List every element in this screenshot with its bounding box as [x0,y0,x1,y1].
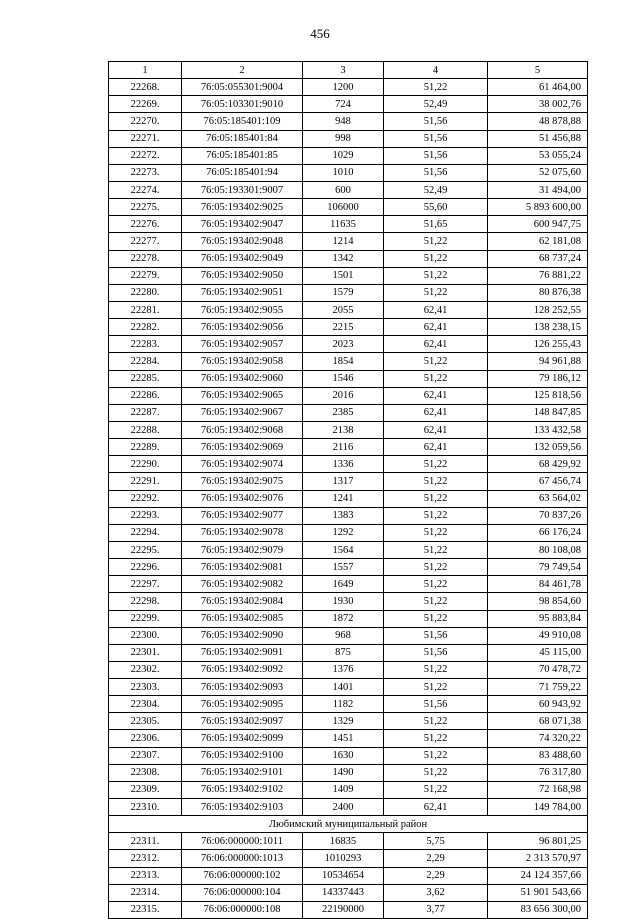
cadastral-value: 132 059,56 [488,439,588,456]
area: 1292 [303,524,384,541]
area: 16835 [303,833,384,850]
cadastral-value: 70 837,26 [488,507,588,524]
row-number: 22277. [109,233,182,250]
cadastral-value: 72 168,98 [488,781,588,798]
cadastral-number: 76:05:185401:109 [182,113,303,130]
cadastral-value: 63 564,02 [488,490,588,507]
table-row [109,387,588,404]
row-number: 22313. [109,867,182,884]
specific-value: 62,41 [384,799,488,816]
cadastral-value: 76 317,80 [488,764,588,781]
cadastral-value: 60 943,92 [488,696,588,713]
cadastral-value: 68 429,92 [488,456,588,473]
column-number-2: 2 [182,62,303,79]
specific-value: 51,56 [384,644,488,661]
table-row [109,199,588,216]
row-number: 22295. [109,541,182,558]
specific-value: 62,41 [384,336,488,353]
row-number: 22286. [109,387,182,404]
specific-value: 51,22 [384,250,488,267]
table-row [109,627,588,644]
cadastral-number: 76:05:193402:9065 [182,387,303,404]
column-number-row [109,62,588,79]
cadastral-number: 76:06:000000:1013 [182,850,303,867]
specific-value: 51,22 [384,593,488,610]
area: 968 [303,627,384,644]
specific-value: 51,56 [384,696,488,713]
section-row [109,816,588,833]
table-row [109,439,588,456]
table-row [109,250,588,267]
cadastral-value: 128 252,55 [488,301,588,318]
specific-value: 51,56 [384,147,488,164]
row-number: 22279. [109,267,182,284]
cadastral-number: 76:05:193402:9060 [182,370,303,387]
cadastral-number: 76:05:193402:9079 [182,541,303,558]
cadastral-value: 2 313 570,97 [488,850,588,867]
area: 2016 [303,387,384,404]
area: 1630 [303,747,384,764]
area: 10534654 [303,867,384,884]
column-number-5: 5 [488,62,588,79]
table-row [109,284,588,301]
table-row [109,181,588,198]
cadastral-value: 79 186,12 [488,370,588,387]
specific-value: 51,22 [384,284,488,301]
row-number: 22301. [109,644,182,661]
specific-value: 51,22 [384,233,488,250]
cadastral-number: 76:06:000000:102 [182,867,303,884]
row-number: 22269. [109,96,182,113]
table-row [109,901,588,918]
area: 1182 [303,696,384,713]
row-number: 22303. [109,679,182,696]
specific-value: 51,22 [384,353,488,370]
specific-value: 51,22 [384,507,488,524]
table-body [109,62,588,919]
table-row [109,679,588,696]
table-row [109,764,588,781]
specific-value: 51,22 [384,79,488,96]
cadastral-number: 76:05:193402:9085 [182,610,303,627]
table-row [109,696,588,713]
table-row [109,781,588,798]
area: 2116 [303,439,384,456]
cadastral-value: 24 124 357,66 [488,867,588,884]
area: 1329 [303,713,384,730]
row-number: 22292. [109,490,182,507]
row-number: 22299. [109,610,182,627]
table-row [109,833,588,850]
row-number: 22300. [109,627,182,644]
row-number: 22272. [109,147,182,164]
area: 1010293 [303,850,384,867]
specific-value: 3,62 [384,884,488,901]
specific-value: 52,49 [384,181,488,198]
area: 1854 [303,353,384,370]
area: 2055 [303,301,384,318]
cadastral-number: 76:05:193402:9057 [182,336,303,353]
row-number: 22285. [109,370,182,387]
cadastral-value: 79 749,54 [488,559,588,576]
specific-value: 51,22 [384,661,488,678]
area: 948 [303,113,384,130]
row-number: 22293. [109,507,182,524]
cadastral-value: 53 055,24 [488,147,588,164]
cadastral-value: 68 071,38 [488,713,588,730]
cadastral-value: 80 108,08 [488,541,588,558]
row-number: 22304. [109,696,182,713]
row-number: 22274. [109,181,182,198]
cadastral-number: 76:05:193402:9092 [182,661,303,678]
area: 1317 [303,473,384,490]
column-number-1: 1 [109,62,182,79]
specific-value: 51,22 [384,610,488,627]
cadastral-value: 96 801,25 [488,833,588,850]
row-number: 22309. [109,781,182,798]
row-number: 22271. [109,130,182,147]
specific-value: 51,22 [384,781,488,798]
cadastral-number: 76:05:193402:9050 [182,267,303,284]
area: 2385 [303,404,384,421]
cadastral-number: 76:05:185401:84 [182,130,303,147]
specific-value: 62,41 [384,404,488,421]
specific-value: 5,75 [384,833,488,850]
row-number: 22307. [109,747,182,764]
specific-value: 51,22 [384,456,488,473]
table-row [109,336,588,353]
specific-value: 51,56 [384,164,488,181]
cadastral-value: 94 961,88 [488,353,588,370]
area: 1546 [303,370,384,387]
specific-value: 62,41 [384,421,488,438]
row-number: 22310. [109,799,182,816]
specific-value: 3,77 [384,901,488,918]
area: 14337443 [303,884,384,901]
specific-value: 52,49 [384,96,488,113]
cadastral-value: 31 494,00 [488,181,588,198]
specific-value: 51,22 [384,524,488,541]
cadastral-number: 76:05:055301:9004 [182,79,303,96]
table-row [109,713,588,730]
row-number: 22270. [109,113,182,130]
cadastral-number: 76:05:193402:9100 [182,747,303,764]
specific-value: 51,22 [384,473,488,490]
cadastral-value: 84 461,78 [488,576,588,593]
area: 106000 [303,199,384,216]
area: 1401 [303,679,384,696]
area: 1649 [303,576,384,593]
cadastral-number: 76:05:193402:9077 [182,507,303,524]
area: 1383 [303,507,384,524]
table-row [109,267,588,284]
cadastral-number: 76:05:193402:9099 [182,730,303,747]
cadastral-number: 76:05:193402:9048 [182,233,303,250]
row-number: 22291. [109,473,182,490]
cadastral-number: 76:05:193402:9069 [182,439,303,456]
area: 1376 [303,661,384,678]
row-number: 22294. [109,524,182,541]
cadastral-value: 138 238,15 [488,319,588,336]
specific-value: 51,22 [384,559,488,576]
cadastral-value: 70 478,72 [488,661,588,678]
table-row [109,644,588,661]
specific-value: 51,22 [384,576,488,593]
table-row [109,370,588,387]
row-number: 22287. [109,404,182,421]
cadastral-number: 76:05:193402:9068 [182,421,303,438]
specific-value: 51,22 [384,764,488,781]
area: 875 [303,644,384,661]
cadastral-value: 149 784,00 [488,799,588,816]
cadastral-number: 76:05:193402:9074 [182,456,303,473]
cadastral-value: 600 947,75 [488,216,588,233]
row-number: 22283. [109,336,182,353]
table-row [109,490,588,507]
cadastral-value: 5 893 600,00 [488,199,588,216]
row-number: 22288. [109,421,182,438]
cadastral-number: 76:05:193402:9081 [182,559,303,576]
row-number: 22290. [109,456,182,473]
area: 600 [303,181,384,198]
area: 1557 [303,559,384,576]
cadastral-number: 76:05:193402:9058 [182,353,303,370]
page-number: 456 [310,26,330,41]
cadastral-number: 76:05:193402:9067 [182,404,303,421]
table-row [109,130,588,147]
table-row [109,404,588,421]
row-number: 22268. [109,79,182,96]
row-number: 22297. [109,576,182,593]
row-number: 22273. [109,164,182,181]
area: 1214 [303,233,384,250]
area: 1409 [303,781,384,798]
table-row [109,319,588,336]
row-number: 22278. [109,250,182,267]
specific-value: 51,22 [384,490,488,507]
cadastral-number: 76:06:000000:108 [182,901,303,918]
cadastral-value: 51 901 543,66 [488,884,588,901]
cadastral-value: 133 432,58 [488,421,588,438]
table-row [109,610,588,627]
cadastral-number: 76:05:193402:9102 [182,781,303,798]
row-number: 22289. [109,439,182,456]
table-row [109,301,588,318]
specific-value: 62,41 [384,439,488,456]
area: 724 [303,96,384,113]
area: 1010 [303,164,384,181]
cadastral-number: 76:05:193402:9025 [182,199,303,216]
area: 1336 [303,456,384,473]
cadastral-value: 148 847,85 [488,404,588,421]
area: 1451 [303,730,384,747]
table-row [109,730,588,747]
specific-value: 51,56 [384,627,488,644]
row-number: 22282. [109,319,182,336]
row-number: 22275. [109,199,182,216]
cadastral-value: 74 320,22 [488,730,588,747]
table-row [109,867,588,884]
area: 1930 [303,593,384,610]
column-number-3: 3 [303,62,384,79]
cadastral-value: 66 176,24 [488,524,588,541]
specific-value: 51,22 [384,713,488,730]
cadastral-value: 125 818,56 [488,387,588,404]
row-number: 22308. [109,764,182,781]
area: 1200 [303,79,384,96]
cadastral-value: 45 115,00 [488,644,588,661]
table-row [109,79,588,96]
cadastral-number: 76:05:193402:9047 [182,216,303,233]
cadastral-number: 76:05:185401:94 [182,164,303,181]
table-row [109,216,588,233]
cadastral-number: 76:05:193402:9082 [182,576,303,593]
table-row [109,661,588,678]
section-title: Любимский муниципальный район [109,816,588,833]
cadastral-value: 83 488,60 [488,747,588,764]
area: 2215 [303,319,384,336]
cadastral-value: 62 181,08 [488,233,588,250]
table-row [109,473,588,490]
cadastral-value: 71 759,22 [488,679,588,696]
row-number: 22315. [109,901,182,918]
area: 22190000 [303,901,384,918]
specific-value: 51,56 [384,113,488,130]
cadastral-value-table [108,61,588,919]
cadastral-number: 76:05:193301:9007 [182,181,303,198]
cadastral-value: 38 002,76 [488,96,588,113]
table-row [109,96,588,113]
area: 1342 [303,250,384,267]
cadastral-value: 80 876,38 [488,284,588,301]
table-row [109,884,588,901]
cadastral-number: 76:05:193402:9097 [182,713,303,730]
table-row [109,576,588,593]
table-row [109,421,588,438]
specific-value: 51,22 [384,541,488,558]
table-row [109,799,588,816]
cadastral-number: 76:05:193402:9049 [182,250,303,267]
cadastral-number: 76:05:193402:9084 [182,593,303,610]
row-number: 22296. [109,559,182,576]
table-row [109,164,588,181]
specific-value: 62,41 [384,301,488,318]
cadastral-value: 51 456,88 [488,130,588,147]
area: 11635 [303,216,384,233]
table-row [109,747,588,764]
cadastral-number: 76:05:193402:9056 [182,319,303,336]
row-number: 22298. [109,593,182,610]
table-row [109,233,588,250]
cadastral-value: 61 464,00 [488,79,588,96]
cadastral-value: 126 255,43 [488,336,588,353]
specific-value: 51,22 [384,679,488,696]
table-row [109,524,588,541]
cadastral-number: 76:05:193402:9101 [182,764,303,781]
row-number: 22306. [109,730,182,747]
column-number-4: 4 [384,62,488,79]
area: 1490 [303,764,384,781]
table-row [109,353,588,370]
cadastral-number: 76:06:000000:104 [182,884,303,901]
specific-value: 55,60 [384,199,488,216]
area: 1579 [303,284,384,301]
row-number: 22276. [109,216,182,233]
row-number: 22305. [109,713,182,730]
cadastral-value: 68 737,24 [488,250,588,267]
cadastral-number: 76:05:193402:9076 [182,490,303,507]
cadastral-number: 76:05:193402:9051 [182,284,303,301]
table-row [109,850,588,867]
cadastral-value: 48 878,88 [488,113,588,130]
row-number: 22312. [109,850,182,867]
area: 998 [303,130,384,147]
specific-value: 62,41 [384,387,488,404]
table-row [109,593,588,610]
area: 1241 [303,490,384,507]
cadastral-value: 52 075,60 [488,164,588,181]
cadastral-number: 76:05:193402:9095 [182,696,303,713]
table-row [109,456,588,473]
area: 1029 [303,147,384,164]
cadastral-number: 76:05:193402:9091 [182,644,303,661]
table-row [109,507,588,524]
cadastral-number: 76:05:193402:9103 [182,799,303,816]
row-number: 22281. [109,301,182,318]
area: 1872 [303,610,384,627]
specific-value: 51,22 [384,267,488,284]
area: 1564 [303,541,384,558]
specific-value: 2,29 [384,867,488,884]
area: 1501 [303,267,384,284]
table-row [109,559,588,576]
table-row [109,147,588,164]
specific-value: 51,22 [384,747,488,764]
specific-value: 51,22 [384,370,488,387]
cadastral-value: 83 656 300,00 [488,901,588,918]
cadastral-number: 76:05:193402:9093 [182,679,303,696]
area: 2400 [303,799,384,816]
cadastral-value: 67 456,74 [488,473,588,490]
specific-value: 62,41 [384,319,488,336]
table-row [109,113,588,130]
area: 2023 [303,336,384,353]
cadastral-number: 76:05:193402:9090 [182,627,303,644]
specific-value: 2,29 [384,850,488,867]
row-number: 22302. [109,661,182,678]
cadastral-number: 76:05:193402:9078 [182,524,303,541]
row-number: 22284. [109,353,182,370]
cadastral-value: 49 910,08 [488,627,588,644]
row-number: 22280. [109,284,182,301]
cadastral-number: 76:05:193402:9075 [182,473,303,490]
area: 2138 [303,421,384,438]
cadastral-value: 95 883,84 [488,610,588,627]
cadastral-number: 76:06:000000:1011 [182,833,303,850]
specific-value: 51,65 [384,216,488,233]
specific-value: 51,22 [384,730,488,747]
row-number: 22311. [109,833,182,850]
cadastral-value: 76 881,22 [488,267,588,284]
cadastral-number: 76:05:103301:9010 [182,96,303,113]
specific-value: 51,56 [384,130,488,147]
cadastral-number: 76:05:193402:9055 [182,301,303,318]
row-number: 22314. [109,884,182,901]
cadastral-number: 76:05:185401:85 [182,147,303,164]
table-row [109,541,588,558]
cadastral-value: 98 854,60 [488,593,588,610]
